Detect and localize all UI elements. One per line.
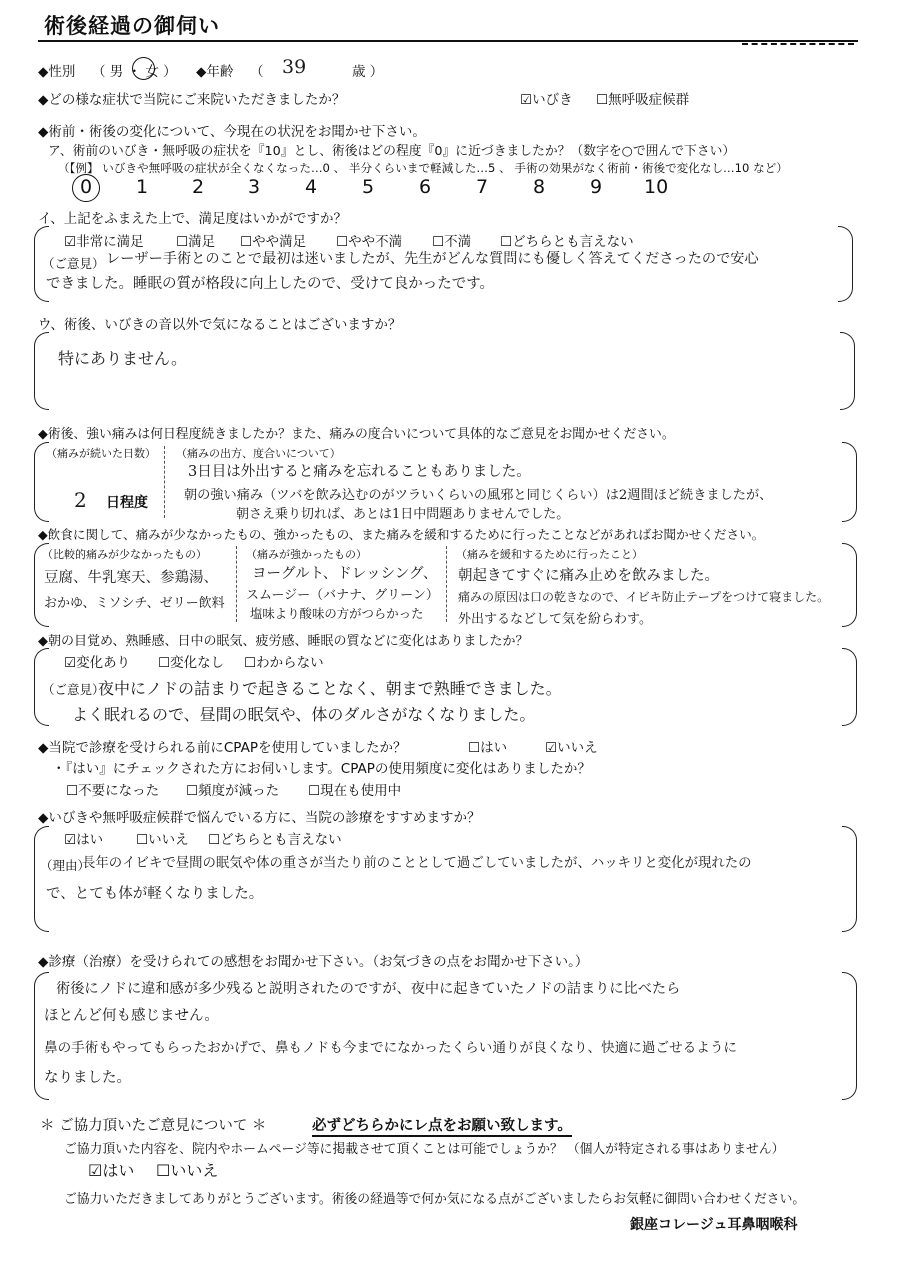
change-example: （【例】 いびきや無呼吸の症状が全くなくなった…0 、 半分くらいまで軽減した…5 、 手術の効果がなく術前・術後で変化なし…10 など） <box>58 161 788 175</box>
morning-opinion-label: （ご意見） <box>42 682 105 697</box>
scale-2[interactable]: 2 <box>192 176 205 198</box>
food-col2-label: （痛みが強かったもの） <box>246 548 367 561</box>
title-underline <box>38 40 858 42</box>
consent-no[interactable]: ☐いいえ <box>156 1161 219 1180</box>
symptom-option-snoring[interactable]: ☑いびき <box>520 92 573 108</box>
other-answer: 特にありません。 <box>58 349 187 368</box>
pain-question: ◆術後、強い痛みは何日程度続きましたか？また、痛みの度合いについて具体的なご意見をお聞かせください。 <box>38 427 675 442</box>
recommend-opt-no[interactable]: ☐いいえ <box>136 832 189 848</box>
change-question: ア、術前のいびき・無呼吸の症状を『10』とし、術後はどの程度『0』に近づきましたか？（数字を○で囲んで下さい） <box>48 144 736 159</box>
scale-5[interactable]: 5 <box>362 176 375 198</box>
title-dashed-line <box>742 43 854 48</box>
impression-question: ◆診療（治療）を受けられての感想をお聞かせ下さい。（お気づきの点をお聞かせ下さい。） <box>38 954 589 970</box>
cpap-opt-still-using[interactable]: ☐現在も使用中 <box>308 783 402 799</box>
pain-days-label: （痛みが続いた日数） <box>46 447 156 460</box>
pain-detail-3: 朝さえ乗り切れば、あとは1日中問題ありませんでした。 <box>236 507 570 522</box>
food-divider-1 <box>236 546 237 622</box>
consent-question: ご協力頂いた内容を、院内やホームページ等に掲載させて頂くことは可能でしょうか？ （個人が特定される事はありません） <box>64 1142 785 1157</box>
gender-label: ◆性別 <box>38 64 76 80</box>
cpap-sub-question: ・『はい』にチェックされた方にお伺いします。CPAPの使用頻度に変化はありましたか？ <box>52 761 591 777</box>
consent-thanks: ご協力いただきましてありがとうございます。術後の経過等で何か気になる点がございましたらお気軽に御問い合わせください。 <box>64 1192 806 1207</box>
symptom-option-apnea[interactable]: ☐無呼吸症候群 <box>596 92 690 108</box>
recommend-bracket-right <box>842 826 857 932</box>
scale-10[interactable]: 10 <box>644 176 669 198</box>
food-col3-line2: 痛みの原因は口の乾きなので、イビキ防止テープをつけて寝ました。 <box>458 590 830 604</box>
food-question: ◆飲食に関して、痛みが少なかったもの、強かったもの、また痛みを緩和するために行ったことなどがあればお聞かせください。 <box>38 527 765 542</box>
age-unit: 歳 ） <box>352 64 384 80</box>
satisfaction-opt-unsatisfied[interactable]: ☐不満 <box>432 234 472 250</box>
satisfaction-answer-1: レーザー手術とのことで最初は迷いましたが、先生がどんな質問にも優しく答えてくださったので安心 <box>106 251 759 267</box>
recommend-opt-neither[interactable]: ☐どちらとも言えない <box>208 832 342 848</box>
satisfaction-opt-somewhat-unsatisfied[interactable]: ☐やや不満 <box>336 234 403 250</box>
clinic-name: 銀座コレージュ耳鼻咽喉科 <box>630 1217 798 1233</box>
impression-answer-3: 鼻の手術もやってもらったおかげで、鼻もノドも今までになかったくらい通りが良くなり、快適に過ごせるように <box>44 1040 738 1056</box>
consent-heading-bold: 必ずどちらかにレ点をお願い致します。 <box>312 1114 572 1137</box>
other-bracket-left <box>34 332 49 410</box>
gender-value[interactable]: （ 男 ・ 女 ） <box>92 64 177 80</box>
recommend-answer-2: で、とても体が軽くなりました。 <box>46 886 264 902</box>
recommend-bracket-left <box>34 826 49 932</box>
cpap-yes[interactable]: ☐はい <box>468 740 508 756</box>
recommend-opt-yes[interactable]: ☑はい <box>64 832 104 848</box>
scale-0[interactable]: 0 <box>80 176 93 198</box>
food-col3-label: （痛みを緩和するために行ったこと） <box>456 548 643 561</box>
satisfaction-answer-2: できました。睡眠の質が格段に向上したので、受けて良かったです。 <box>46 276 495 292</box>
satisfaction-opt-very[interactable]: ☑非常に満足 <box>64 234 144 250</box>
pain-bracket-right <box>842 442 857 522</box>
symptom-question: ◆どの様な症状で当院にご来院いただきましたか？ <box>38 92 346 108</box>
satisfaction-bracket-right <box>838 226 853 302</box>
morning-opt-no-change[interactable]: ☐変化なし <box>158 655 225 671</box>
pain-detail-label: （痛みの出方、度合いについて） <box>176 447 341 460</box>
food-col2-line1: ヨーグルト、ドレッシング、 <box>252 566 438 582</box>
recommend-answer-1: 長年のイビキで昼間の眠気や体の重さが当たり前のこととして過ごしていましたが、ハッキリと変化が現れたの <box>82 856 752 871</box>
cpap-no[interactable]: ☑いいえ <box>545 740 598 756</box>
morning-opt-changed[interactable]: ☑変化あり <box>64 655 131 671</box>
food-col3-line3: 外出するなどして気を紛らわす。 <box>458 612 652 627</box>
food-col1-line1: 豆腐、牛乳寒天、参鶏湯、 <box>44 570 218 586</box>
food-divider-2 <box>446 546 447 622</box>
recommend-question: ◆いびきや無呼吸症候群で悩んでいる方に、当院の診療をすすめますか？ <box>38 810 481 826</box>
pain-detail-2: 朝の強い痛み（ツバを飲み込むのがツラいくらいの風邪と同じくらい）は2週間ほど続きましたが、 <box>184 488 773 503</box>
pain-days-unit: 日程度 <box>106 495 148 511</box>
impression-answer-4: なりました。 <box>44 1070 131 1086</box>
pain-days-value: 2 <box>74 488 87 512</box>
food-bracket-right <box>842 543 857 627</box>
morning-bracket-right <box>842 648 857 726</box>
scale-8[interactable]: 8 <box>533 176 546 198</box>
gender-selected-circle <box>132 57 155 80</box>
consent-heading: ＊ ご協力頂いたご意見について ＊ <box>40 1118 267 1134</box>
morning-opt-unknown[interactable]: ☐わからない <box>244 655 324 671</box>
morning-answer-1: 夜中にノドの詰まりで起きることなく、朝まで熟睡できました。 <box>98 679 562 698</box>
satisfaction-opt-satisfied[interactable]: ☐満足 <box>176 234 216 250</box>
cpap-opt-unneeded[interactable]: ☐不要になった <box>66 783 160 799</box>
impression-bracket-right <box>842 972 857 1100</box>
scale-1[interactable]: 1 <box>136 176 149 198</box>
morning-answer-2: よく眠れるので、昼間の眠気や、体のダルさがなくなりました。 <box>72 705 536 724</box>
pain-divider <box>164 446 165 518</box>
food-col1-label: （比較的痛みが少なかったもの） <box>42 548 207 561</box>
food-col2-line2: スムージー（バナナ、グリーン） <box>246 588 439 603</box>
pain-detail-1: 3日目は外出すると痛みを忘れることもありました。 <box>188 464 531 480</box>
cpap-question: ◆当院で診療を受けられる前にCPAPを使用していましたか？ <box>38 740 407 756</box>
other-bracket-right <box>840 332 855 410</box>
age-value[interactable]: 39 <box>282 56 307 78</box>
recommend-reason-label: （理由） <box>40 858 91 873</box>
other-question: ウ、術後、いびきの音以外で気になることはございますか？ <box>38 317 402 333</box>
impression-answer-2: ほとんど何も感じません。 <box>44 1008 219 1024</box>
scale-3[interactable]: 3 <box>248 176 261 198</box>
scale-7[interactable]: 7 <box>476 176 489 198</box>
cpap-opt-reduced[interactable]: ☐頻度が減った <box>186 783 280 799</box>
scale-selected-circle <box>72 174 100 202</box>
food-col2-line3: 塩味より酸味の方がつらかった <box>250 606 424 621</box>
food-col3-line1: 朝起きてすぐに痛み止めを飲みました。 <box>458 568 719 584</box>
satisfaction-opt-somewhat[interactable]: ☐やや満足 <box>240 234 307 250</box>
age-open-paren: （ <box>250 64 264 80</box>
page-title: 術後経過の御伺い <box>44 14 220 38</box>
scale-9[interactable]: 9 <box>590 176 603 198</box>
food-col1-line2: おかゆ、ミソシチ、ゼリー飲料 <box>44 596 225 611</box>
morning-question: ◆朝の目覚め、熟睡感、日中の眠気、疲労感、睡眠の質などに変化はありましたか？ <box>38 634 529 649</box>
impression-answer-1: 術後にノドに違和感が多少残ると説明されたのですが、夜中に起きていたノドの詰まりに比べたら <box>56 981 681 997</box>
change-heading: ◆術前・術後の変化について、今現在の状況をお聞かせ下さい。 <box>38 124 426 140</box>
satisfaction-question: イ、上記をふまえた上で、満足度はいかがですか？ <box>38 211 348 227</box>
age-label: ◆年齢 <box>196 64 234 80</box>
consent-yes[interactable]: ☑はい <box>88 1161 135 1180</box>
satisfaction-opt-neither[interactable]: ☐どちらとも言えない <box>500 234 634 250</box>
scale-4[interactable]: 4 <box>305 176 318 198</box>
satisfaction-opinion-label: （ご意見） <box>42 256 105 271</box>
scale-6[interactable]: 6 <box>419 176 432 198</box>
